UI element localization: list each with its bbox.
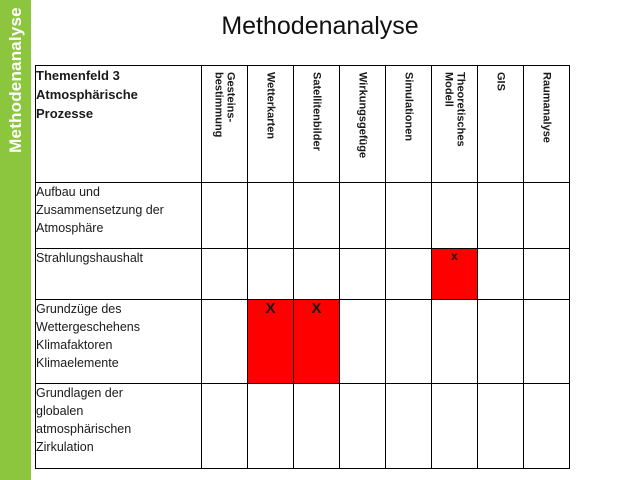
- table-cell: [294, 249, 340, 300]
- table-cell: [524, 300, 570, 384]
- table-cell: [294, 384, 340, 469]
- table-row: [36, 249, 570, 300]
- table-cell: [524, 249, 570, 300]
- column-header-label: Raumanalyse: [540, 72, 553, 143]
- table-cell: [478, 249, 524, 300]
- table-row: [36, 300, 570, 384]
- row-label: [36, 249, 202, 300]
- table-cell: [478, 300, 524, 384]
- table-cell: [202, 183, 248, 249]
- column-header: [248, 66, 294, 183]
- row-label: [36, 183, 202, 249]
- table-cell: [386, 183, 432, 249]
- method-matrix-table: [35, 65, 570, 469]
- corner-header: [36, 66, 202, 183]
- column-header: [202, 66, 248, 183]
- column-header: [432, 66, 478, 183]
- sidebar-label: Methodenanalyse: [6, 7, 25, 153]
- column-header: [524, 66, 570, 183]
- column-header: [294, 66, 340, 183]
- column-header-label: Satellitenbilder: [310, 72, 323, 151]
- column-header-label: GIS: [494, 72, 507, 91]
- table-cell: [386, 300, 432, 384]
- corner-header-text: Themenfeld 3 Atmosphärische Prozesse: [36, 68, 138, 121]
- table-cell: [202, 384, 248, 469]
- table-cell: [340, 249, 386, 300]
- row-label-text: Grundzüge des Wettergeschehens Klimafaktoren Klimaelemente: [36, 302, 140, 370]
- row-label-text: Strahlungshaushalt: [36, 251, 144, 265]
- table-row: [36, 384, 570, 469]
- table-cell: [432, 183, 478, 249]
- table-cell: [432, 384, 478, 469]
- table-cell-marked: X: [294, 300, 340, 384]
- column-header-label: Wirkungsgefüge: [356, 72, 369, 159]
- row-label-text: Aufbau und Zusammensetzung der Atmosphäre: [36, 185, 164, 235]
- column-header: [386, 66, 432, 183]
- table-cell: [478, 183, 524, 249]
- table-cell-marked: x: [432, 249, 478, 300]
- table-cell: [202, 300, 248, 384]
- table-cell: [340, 300, 386, 384]
- table-cell: [340, 183, 386, 249]
- table-cell: [524, 384, 570, 469]
- column-header-label: Gesteins- bestimmung: [212, 72, 237, 138]
- column-header: [478, 66, 524, 183]
- row-label-text: Grundlagen der globalen atmosphärischen Zirkulation: [36, 386, 132, 454]
- column-header-label: Theoretisches Modell: [442, 72, 467, 147]
- table-cell: [386, 249, 432, 300]
- row-label: [36, 384, 202, 469]
- table-cell: [478, 384, 524, 469]
- row-label: [36, 300, 202, 384]
- table-cell: [294, 183, 340, 249]
- table-cell: [340, 384, 386, 469]
- table-cell: [248, 249, 294, 300]
- table-cell: [524, 183, 570, 249]
- header-row: [36, 66, 570, 183]
- table-cell: [248, 384, 294, 469]
- table-cell: [386, 384, 432, 469]
- table-cell: [432, 300, 478, 384]
- table-row: [36, 183, 570, 249]
- table-cell-marked: X: [248, 300, 294, 384]
- page-title: Methodenanalyse: [221, 12, 419, 40]
- table-cell: [202, 249, 248, 300]
- table-cell: [248, 183, 294, 249]
- column-header-label: Simulationen: [402, 72, 415, 142]
- column-header: [340, 66, 386, 183]
- column-header-label: Wetterkarten: [264, 72, 277, 140]
- sidebar-band: [0, 0, 31, 480]
